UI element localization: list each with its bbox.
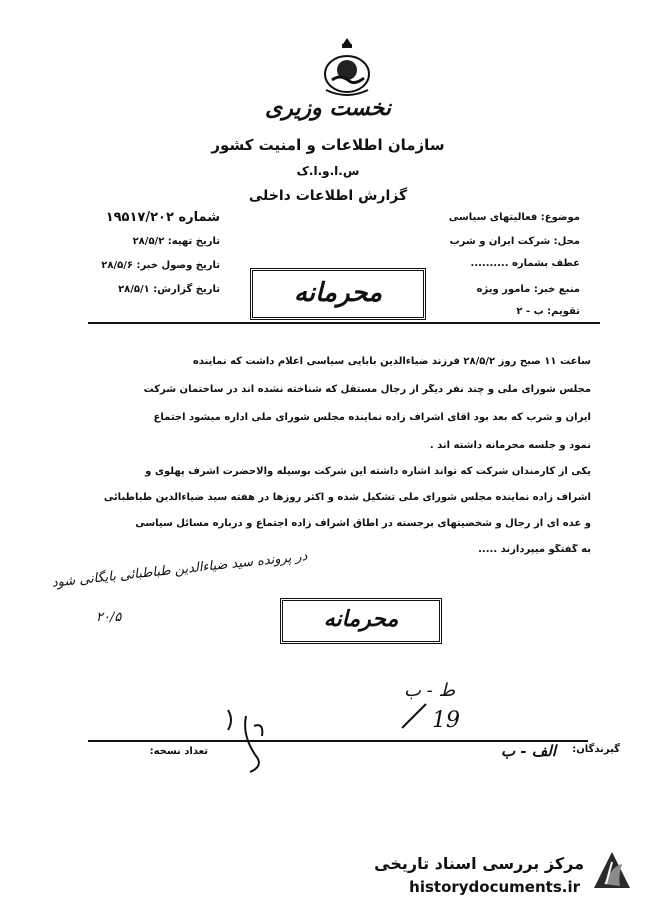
assessment-field: تقویم: ب - ۲ (516, 306, 580, 317)
body-line: به گفتگو میپردازند ..... (478, 544, 591, 555)
document-number: شماره ۱۹۵۱۷/۲۰۲ (105, 210, 220, 225)
handwritten-number: 19 (432, 708, 460, 733)
date-created: تاریخ تهیه: ۲۸/۵/۲ (132, 236, 220, 247)
organization-name: سازمان اطلاعات و امنیت کشور (211, 136, 445, 154)
body-line: ایران و شرب که بعد بود آقای اشراف زاده نماینده مجلس شورای ملی اداره میشود اجتماع (153, 412, 591, 423)
copies-label: تعداد نسخه: (149, 746, 208, 757)
watermark-org-name: مرکز بررسی اسناد تاریخی (374, 854, 584, 873)
handwritten-mark: ۲۰/۵ (96, 610, 122, 625)
attachment-field: عطف بشماره .......... (470, 258, 580, 269)
confidential-stamp-bottom (280, 598, 442, 644)
archive-logo-icon (586, 848, 638, 896)
handwritten-code: ط - ب (404, 680, 456, 701)
confidential-stamp-top (250, 268, 426, 320)
watermark-website: historydocuments.ir (409, 878, 580, 896)
body-line: اشراف زاده نماینده مجلس شورای ملی تشکیل شده و اکثر روزها در هفته سید ضیاءالدین طباطبائی (103, 492, 591, 503)
body-line: یکی از کارمندان شرکت که تواند اشاره داشته این شرکت بوسیله والاحضرت اشرف پهلوی و (145, 466, 591, 477)
lion-and-sun-emblem-icon (318, 36, 376, 98)
subject-field: موضوع: فعالیتهای سیاسی (448, 212, 580, 223)
pen-stroke-icon (400, 700, 430, 730)
confidential-stamp-bottom-text: محرمانه (323, 607, 399, 632)
header-separator (88, 322, 600, 324)
report-type: گزارش اطلاعات داخلی (248, 188, 408, 204)
body-line: مجلس شورای ملی و چند نفر دیگر از رجال مستقل که شناخته نشده اند در ساختمان شرکت (143, 384, 591, 395)
date-received: تاریخ وصول خبر: ۲۸/۵/۶ (101, 260, 220, 271)
reference-code: س.ا.و.ا.ک (296, 164, 360, 178)
body-line: نمود و جلسه محرمانه داشته اند . (429, 440, 591, 451)
date-reported: تاریخ گزارش: ۲۸/۵/۱ (118, 284, 220, 295)
confidential-stamp-top-text: محرمانه (293, 278, 383, 308)
source-field: منبع خبر: مامور ویژه (476, 284, 580, 295)
document-title: نخست وزیری (265, 96, 391, 121)
recipient-value: الف - ب (500, 742, 556, 760)
body-line: ساعت ۱۱ صبح روز ۲۸/۵/۲ فرزند ضیاءالدین بابایی سیاسی اعلام داشت که نماینده (192, 356, 591, 367)
recipients-label: گیرندگان: (572, 744, 620, 755)
handwritten-filing-note: در پرونده سید ضیاءالدین طباطبائی بایگانی شود (51, 548, 309, 591)
body-line: و عده ای از رجال و شخصیتهای برجسته در اطاق اشراف زاده اجتماع و درباره مسائل سیاسی (135, 518, 591, 529)
location-field: محل: شرکت ایران و شرب (449, 236, 580, 247)
